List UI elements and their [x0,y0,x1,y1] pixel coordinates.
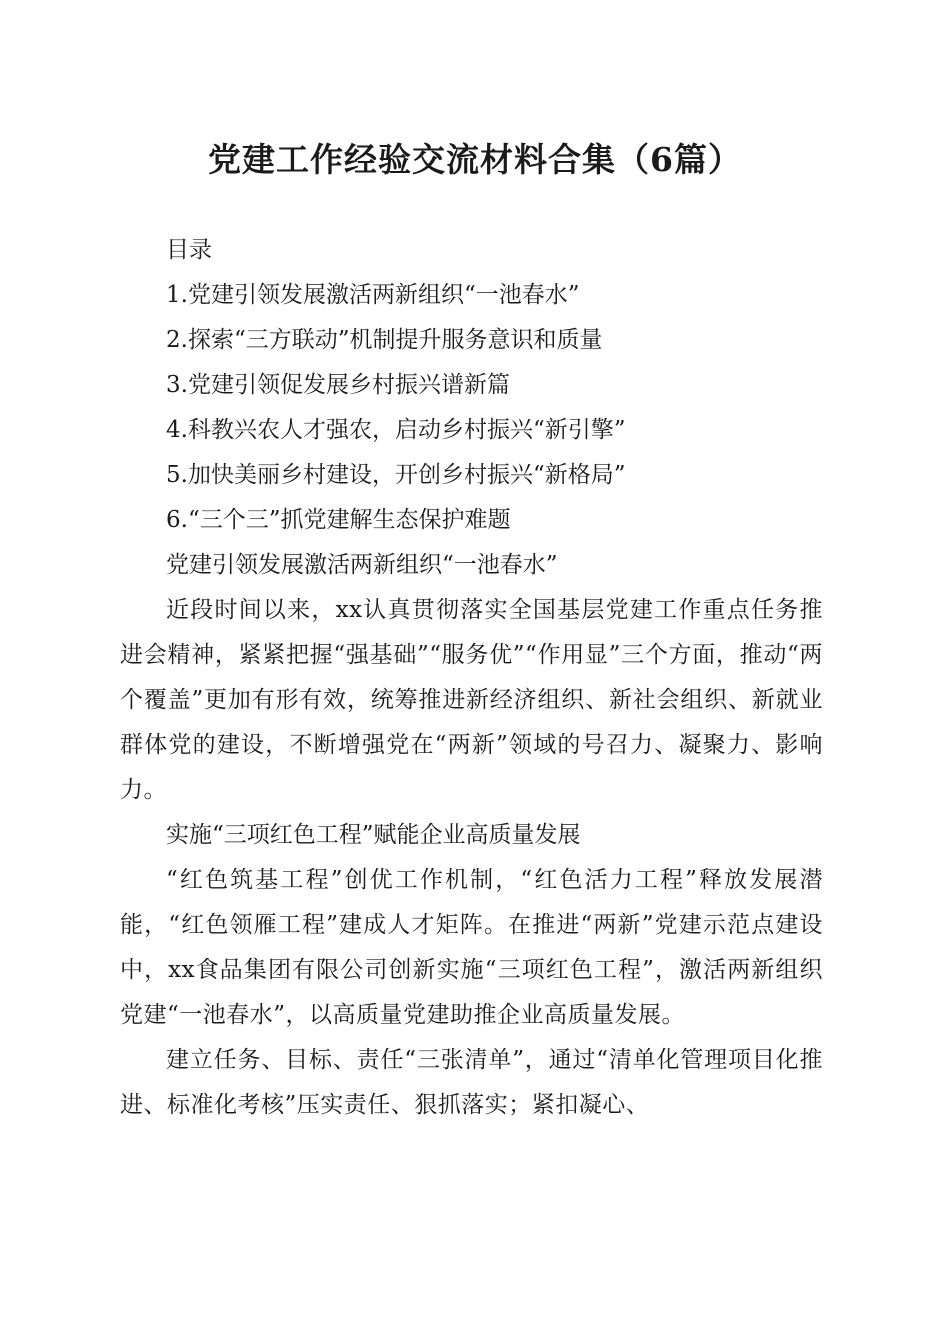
section-heading: 实施“三项红色工程”赋能企业高质量发展 [166,822,581,848]
body-paragraph: 建立任务、目标、责任“三张清单”，通过“清单化管理项目化推进、标准化考核”压实责任、狠抓落实；紧扣凝心、 [120,1047,823,1118]
body-paragraph: 近段时间以来，xx认真贯彻落实全国基层党建工作重点任务推进会精神，紧紧把握“强基础”“服务优”“作用显”三个方面，推动“两个覆盖”更加有形有效，统筹推进新经济组织、新社会组织、新就业群体党的建设，不断增强党在“两新”领域的号召力、凝聚力、影响力。 [120,597,823,803]
toc-item: 2.探索“三方联动”机制提升服务意识和质量 [166,327,603,353]
article-title: 党建引领发展激活两新组织“一池春水” [166,552,558,578]
toc-item: 5.加快美丽乡村建设，开创乡村振兴“新格局” [166,462,626,488]
toc-item: 1.党建引领发展激活两新组织“一池春水” [166,282,580,308]
document-body [120,228,823,1128]
toc-item: 3.党建引领促发展乡村振兴谱新篇 [166,372,510,398]
toc-heading: 目录 [166,237,212,263]
document-title: 党建工作经验交流材料合集（6篇） [208,140,742,179]
body-paragraph: “红色筑基工程”创优工作机制，“红色活力工程”释放发展潜能，“红色领雁工程”建成人才矩阵。在推进“两新”党建示范点建设中，xx食品集团有限公司创新实施“三项红色工程”，激活两新组织党建“一池春水”，以高质量党建助推企业高质量发展。 [120,867,823,1028]
toc-item: 4.科教兴农人才强农，启动乡村振兴“新引擎” [166,417,626,443]
table-of-contents [120,273,823,543]
toc-item: 6.“三个三”抓党建解生态保护难题 [166,507,511,533]
